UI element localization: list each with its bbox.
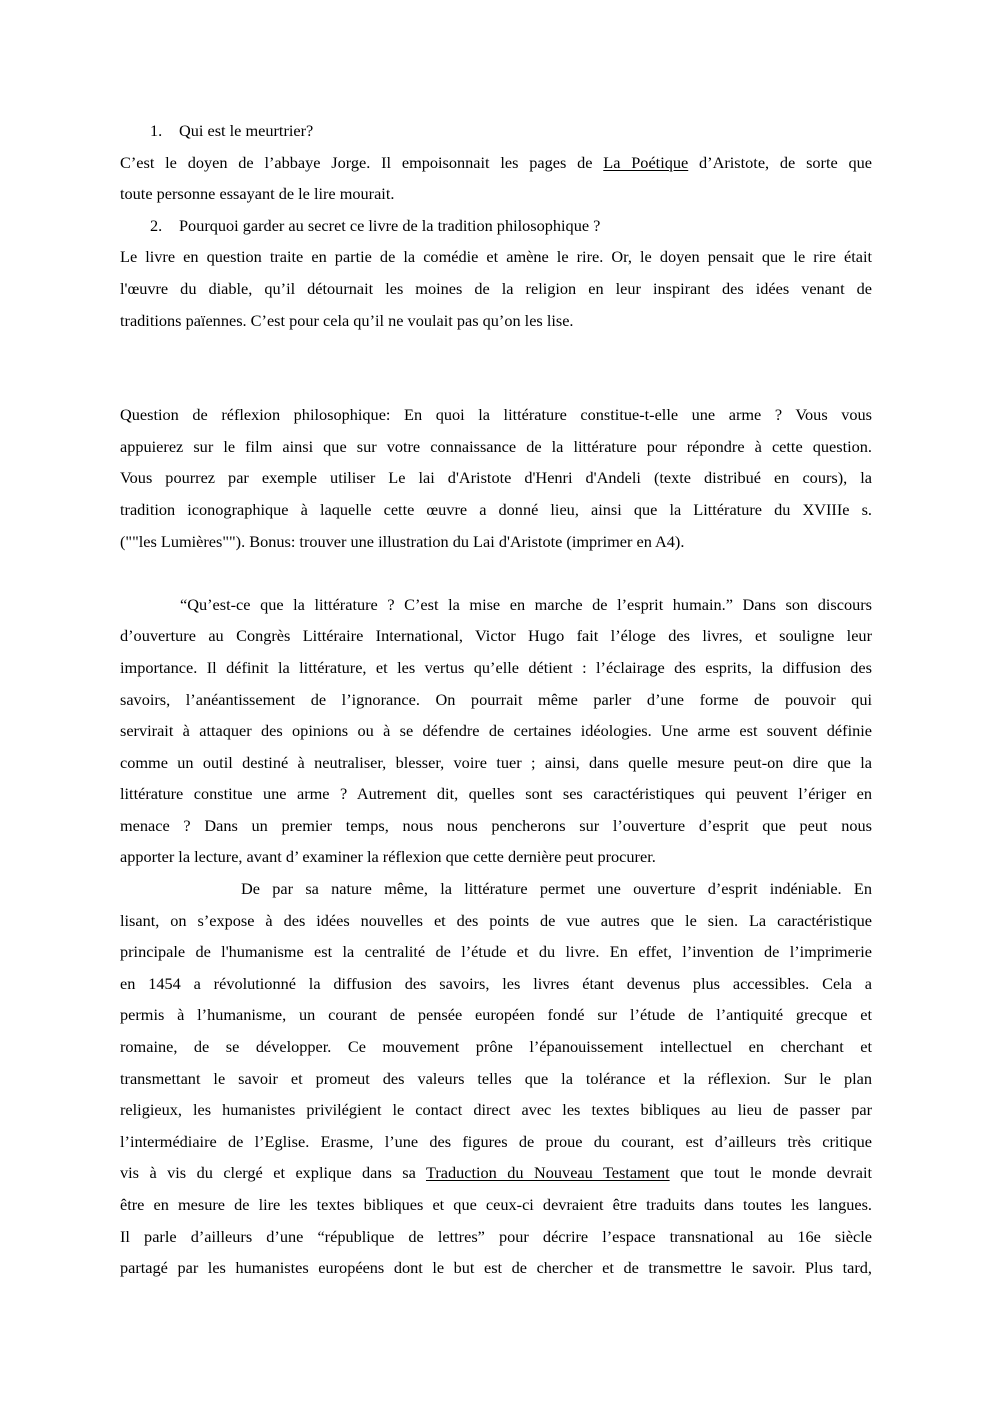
text-run: que tout le monde devrait	[669, 1163, 872, 1183]
intro-paragraph-line: menace ? Dans un premier temps, nous nous pencherons sur l’ouverture d’esprit que peut nous	[120, 815, 872, 835]
list-number: 1.	[150, 121, 163, 140]
body-paragraph-line: lisant, on s’expose à des idées nouvelles et des points de vue autres que le sien. La caractéristique	[120, 910, 872, 930]
reflection-question-line: Question de réflexion philosophique: En quoi la littérature constitue-t-elle une arme ? Vous vous	[120, 405, 872, 425]
reflection-question-line: appuierez sur le film ainsi que sur votre connaissance de la littérature pour répondre à cette question.	[120, 436, 872, 456]
intro-paragraph-line: apporter la lecture, avant d’ examiner la réflexion que cette dernière peut procurer.	[120, 847, 656, 867]
intro-paragraph-line: littérature constitue une arme ? Autrement dit, quelles sont ses caractéristiques qui peuvent l’ériger en	[120, 784, 872, 804]
text-run: vis à vis du clergé et explique dans sa	[120, 1163, 426, 1183]
body-paragraph-line: l’intermédiaire de l’Eglise. Erasme, l’une des figures de proue du courant, est d’ailleurs très critique	[120, 1131, 872, 1151]
body-paragraph-line: partagé par les humanistes européens dont le but est de chercher et de transmettre le savoir. Plus tard,	[120, 1258, 872, 1278]
answer-1-line: toute personne essayant de le lire mourait.	[120, 184, 395, 204]
book-title-link: La Poétique	[603, 152, 689, 172]
intro-paragraph-line: importance. Il définit la littérature, et les vertus qu’elle détient : l’éclairage des esprits, la diffusion des	[120, 657, 872, 677]
body-paragraph-line: être en mesure de lire les textes bibliques et que ceux-ci devraient être traduits dans toutes les langues.	[120, 1195, 872, 1214]
body-paragraph-line: permis à l’humanisme, un courant de pensée européen fondé sur l’étude de l’antiquité grecque et	[120, 1005, 872, 1025]
intro-paragraph-line: d’ouverture au Congrès Littéraire International, Victor Hugo fait l’éloge des livres, et souligne leur	[120, 626, 872, 646]
body-paragraph-line: romaine, de se développer. Ce mouvement prône l’épanouissement intellectuel en cherchant et	[120, 1037, 872, 1057]
body-paragraph-line: De par sa nature même, la littérature permet une ouverture d’esprit indéniable. En	[241, 879, 872, 899]
body-paragraph-line: religieux, les humanistes privilégient le contact direct avec les textes bibliques au lieu de passer par	[120, 1100, 872, 1120]
reflection-question-line: Vous pourrez par exemple utiliser Le lai d'Aristote d'Henri d'Andeli (texte distribué en cours), la	[120, 468, 872, 488]
body-paragraph-line: en 1454 a révolutionné la diffusion des savoirs, les livres étant devenus plus accessibles. Cela a	[120, 973, 872, 993]
answer-2-line: traditions païennes. C’est pour cela qu’il ne voulait pas qu’on les lise.	[120, 310, 574, 330]
intro-paragraph-line: “Qu’est-ce que la littérature ? C’est la mise en marche de l’esprit humain.” Dans son discours	[180, 594, 872, 614]
spacer	[120, 557, 872, 589]
answer-2-line: l'œuvre du diable, qu’il détournait les moines de la religion en leur inspirant des idées venant de	[120, 278, 872, 298]
reflection-question-line: (""les Lumières""). Bonus: trouver une illustration du Lai d'Aristote (imprimer en A4).	[120, 531, 685, 551]
spacer	[120, 336, 872, 399]
document-body	[120, 115, 872, 1284]
question-2	[120, 210, 872, 242]
text-run: d’Aristote, de sorte que	[688, 152, 873, 172]
question-text: Qui est le meurtrier?	[179, 121, 314, 140]
answer-2-line: Le livre en question traite en partie de la comédie et amène le rire. Or, le doyen pensait que le rire était	[120, 247, 872, 267]
question-1	[120, 115, 872, 147]
intro-paragraph-line: servirait à attaquer des opinions ou à se défendre de certaines idéologies. Une arme est souvent définie	[120, 721, 872, 741]
answer-1-line	[120, 147, 872, 179]
intro-paragraph-line: comme un outil destiné à neutraliser, blesser, voire tuer ; ainsi, dans quelle mesure peut-on dire que la	[120, 752, 872, 772]
list-number: 2.	[150, 215, 163, 235]
intro-paragraph-line: savoirs, l’anéantissement de l’ignorance. On pourrait même parler d’une forme de pouvoir qui	[120, 689, 872, 709]
body-paragraph-line	[120, 1157, 872, 1189]
text-run: C’est le doyen de l’abbaye Jorge. Il empoisonnait les pages de	[120, 152, 604, 172]
body-paragraph-line: Il parle d’ailleurs d’une “république de lettres” pour décrire l’espace transnational au 16e siècle	[120, 1226, 872, 1246]
book-title-link: Traduction du Nouveau Testament	[425, 1163, 670, 1183]
reflection-question-line: tradition iconographique à laquelle cette œuvre a donné lieu, ainsi que la Littérature du XVIIIe s.	[120, 499, 872, 519]
body-paragraph-line: principale de l'humanisme est la centralité de l’étude et du livre. En effet, l’invention de l’imprimerie	[120, 942, 872, 962]
question-text: Pourquoi garder au secret ce livre de la tradition philosophique ?	[179, 215, 601, 235]
body-paragraph-line: transmettant le savoir et promeut des valeurs telles que la tolérance et la réflexion. Sur le plan	[120, 1068, 872, 1088]
